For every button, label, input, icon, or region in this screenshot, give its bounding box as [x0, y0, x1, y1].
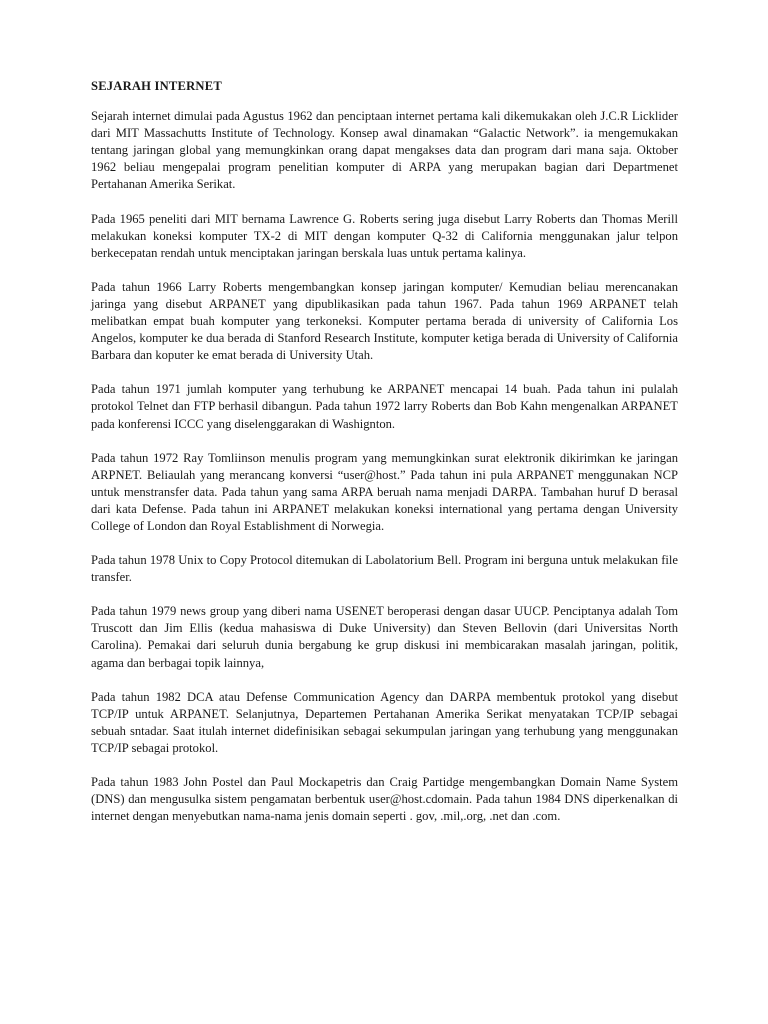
- paragraph: Pada tahun 1966 Larry Roberts mengembangkan konsep jaringan komputer/ Kemudian beliau merencanakan jaringa yang disebut ARPANET yang dipublikasikan pada tahun 1967. Pada tahun 1969 ARPANET telah melibatkan empat buah komputer yang terkoneksi. Komputer pertama berada di university of California Los Angelos, komputer ke dua berada di Stanford Research Institute, komputer ketiga berada di University of California Barbara dan koputer ke emat berada di University Utah.: [91, 279, 678, 363]
- paragraph: Pada tahun 1978 Unix to Copy Protocol ditemukan di Labolatorium Bell. Program ini berguna untuk melakukan file transfer.: [91, 553, 678, 585]
- paragraph: Pada tahun 1971 jumlah komputer yang terhubung ke ARPANET mencapai 14 buah. Pada tahun ini pulalah protokol Telnet dan FTP berhasil dibangun. Pada tahun 1972 larry Roberts dan Bob Kahn mengenalkan ARPANET pada konferensi ICCC yang diselenggarakan di Washignton.: [91, 382, 678, 431]
- document-title: SEJARAH INTERNET: [91, 79, 222, 93]
- paragraph: Pada tahun 1983 John Postel dan Paul Mockapetris dan Craig Partidge mengembangkan Domain Name System (DNS) dan mengusulka sistem pengamatan berbentuk user@host.cdomain. Pada tahun 1984 DNS diperkenalkan di internet dengan menyebutkan nama-nama jenis domain seperti . gov, .mil,.org, .net dan .com.: [91, 775, 678, 824]
- paragraph: Pada tahun 1979 news group yang diberi nama USENET beroperasi dengan dasar UUCP. Penciptanya adalah Tom Truscott dan Jim Ellis (kedua mahasiswa di Duke University) dan Steven Bellovin (dari Universitas North Carolina). Pemakai dari seluruh dunia bergabung ke grup diskusi ini membicarakan masalah jaringan, politik, agama dan berbagai topik lainnya,: [91, 604, 678, 670]
- paragraph: Sejarah internet dimulai pada Agustus 1962 dan penciptaan internet pertama kali dikemukakan oleh J.C.R Licklider dari MIT Massachutts Institute of Technology. Konsep awal dinamakan “Galactic Network”. ia mengemukakan tentang jaringan global yang memungkinkan orang dapat mengakses data dan program dari mana saja. Oktober 1962 beliau mengepalai program penelitian komputer di ARPA yang merupakan bagian dari Departmenet Pertahanan Amerika Serikat.: [91, 109, 678, 192]
- document-body: [91, 78, 678, 842]
- paragraph: Pada 1965 peneliti dari MIT bernama Lawrence G. Roberts sering juga disebut Larry Roberts dan Thomas Merill melakukan koneksi komputer TX-2 di MIT dengan komputer Q-32 di California menggunakan jalur telpon berkecepatan rendah untuk menciptakan jaringan berskala luas untuk pertama kalinya.: [91, 211, 678, 260]
- paragraph: Pada tahun 1982 DCA atau Defense Communication Agency dan DARPA membentuk protokol yang disebut TCP/IP untuk ARPANET. Selanjutnya, Departemen Pertahanan Amerika Serikat menyatakan TCP/IP sebagai sebuah sntadar. Saat itulah internet didefinisikan sebagai sekumpulan jaringan yang terhubung yang menggunakan TCP/IP sebagai protokol.: [91, 689, 678, 755]
- paragraph: Pada tahun 1972 Ray Tomliinson menulis program yang memungkinkan surat elektronik dikirimkan ke jaringan ARPNET. Beliaulah yang merancang konversi “user@host.” Pada tahun ini pula ARPANET menggunakan NCP untuk menstransfer data. Pada tahun yang sama ARPA beruah nama menjadi DARPA. Tambahan huruf D berasal dari kata Defense. Pada tahun ini ARPANET melakukan koneksi international yang pertama dengan University College of London dan Royal Establishment di Norwegia.: [91, 450, 678, 533]
